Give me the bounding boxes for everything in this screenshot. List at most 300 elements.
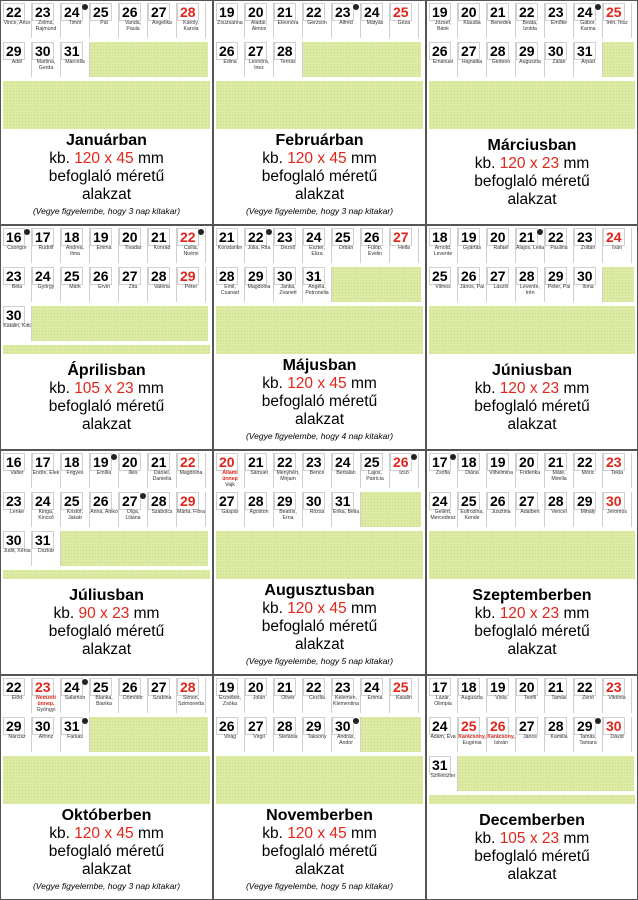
day-number: 21 bbox=[545, 453, 567, 471]
day-cell bbox=[390, 678, 419, 713]
name-day-label bbox=[61, 245, 89, 257]
day-number: 26 bbox=[429, 42, 451, 60]
cover-area bbox=[361, 717, 421, 752]
day-cell bbox=[177, 678, 206, 713]
day-number: 28 bbox=[545, 492, 567, 510]
day-cell bbox=[429, 492, 458, 527]
name-text: Diána bbox=[465, 470, 479, 476]
day-number: 19 bbox=[487, 453, 509, 471]
name-text: Eugénia bbox=[462, 740, 482, 746]
day-number: 29 bbox=[177, 267, 199, 285]
name-text: Hajnalka bbox=[461, 59, 483, 65]
name-day-label bbox=[274, 470, 302, 482]
name-day-label bbox=[487, 59, 515, 65]
name-text: Hella bbox=[398, 245, 410, 251]
name-text: Rudolf bbox=[38, 245, 54, 251]
month-panel bbox=[426, 675, 638, 900]
day-number: 22 bbox=[516, 3, 538, 21]
cover-area bbox=[458, 756, 634, 791]
day-cell bbox=[61, 228, 90, 263]
name-text: Adél bbox=[11, 59, 23, 65]
calendar-strip bbox=[3, 228, 208, 352]
day-number: 28 bbox=[516, 267, 538, 285]
day-cell bbox=[390, 453, 419, 488]
day-number: 23 bbox=[32, 678, 54, 696]
month-panel bbox=[213, 0, 426, 225]
name-day-label bbox=[516, 20, 544, 32]
name-day-label bbox=[390, 695, 418, 701]
name-text: Cecília bbox=[309, 695, 325, 701]
name-day-label bbox=[90, 284, 118, 290]
day-cell bbox=[177, 3, 206, 38]
day-number: 31 bbox=[32, 531, 54, 549]
name-text: Konstantin bbox=[217, 245, 243, 251]
day-number: 25 bbox=[61, 267, 83, 285]
name-text: Beáta, Izolda bbox=[522, 20, 538, 32]
day-number: 26 bbox=[216, 42, 238, 60]
description-line: befoglaló méretű bbox=[474, 398, 590, 415]
day-number: 17 bbox=[429, 453, 451, 471]
name-day-label bbox=[245, 245, 273, 251]
name-day-label bbox=[574, 284, 602, 290]
size-caption bbox=[427, 136, 637, 209]
day-cell bbox=[119, 3, 148, 38]
size-unit: mm bbox=[133, 825, 164, 842]
name-day-label bbox=[574, 59, 602, 65]
week-row bbox=[216, 492, 421, 527]
moon-phase-icon bbox=[24, 229, 30, 235]
description-line: alakzat bbox=[81, 861, 132, 878]
name-day-label bbox=[32, 245, 60, 251]
day-number: 30 bbox=[574, 267, 596, 285]
day-number: 19 bbox=[216, 678, 238, 696]
day-number: 29 bbox=[545, 267, 567, 285]
name-day-label bbox=[245, 470, 273, 476]
name-day-label bbox=[119, 284, 147, 290]
day-number: 30 bbox=[603, 717, 625, 735]
description-line: befoglaló méretű bbox=[474, 623, 590, 640]
name-day-label bbox=[61, 509, 89, 521]
day-cell bbox=[148, 492, 177, 527]
cover-area bbox=[429, 81, 635, 129]
holiday-label: Állami ünnep bbox=[222, 470, 238, 482]
name-text: József, Bánk bbox=[434, 20, 452, 32]
month-title: Áprilisban bbox=[67, 362, 146, 379]
month-title: Augusztusban bbox=[264, 582, 375, 599]
cover-area bbox=[3, 81, 210, 129]
size-prefix: kb. bbox=[474, 380, 500, 397]
name-text: Simon, Szimonetta bbox=[178, 695, 204, 707]
day-cell bbox=[458, 228, 487, 263]
day-number: 25 bbox=[603, 3, 625, 21]
name-day-label bbox=[332, 245, 360, 251]
name-day-label bbox=[119, 470, 147, 476]
day-cell bbox=[516, 42, 545, 77]
day-cell bbox=[274, 228, 303, 263]
day-number: 22 bbox=[3, 678, 25, 696]
day-cell bbox=[177, 492, 206, 527]
day-number: 29 bbox=[574, 717, 596, 735]
name-day-label bbox=[3, 470, 31, 476]
name-text: Gáspár bbox=[221, 509, 239, 515]
day-number: 27 bbox=[245, 42, 267, 60]
name-text: Judit, Xénia bbox=[3, 548, 31, 554]
name-day-label bbox=[148, 20, 176, 26]
name-day-label bbox=[545, 470, 573, 482]
day-number: 28 bbox=[487, 42, 509, 60]
day-cell bbox=[3, 306, 32, 341]
name-day-label bbox=[361, 245, 389, 257]
cover-area bbox=[3, 345, 210, 354]
name-text: Pál bbox=[100, 20, 108, 26]
day-number: 23 bbox=[3, 267, 25, 285]
name-text: Károly, Karola bbox=[183, 20, 199, 32]
day-number: 31 bbox=[332, 492, 354, 510]
day-cell bbox=[32, 267, 61, 302]
week-row bbox=[429, 756, 634, 791]
name-day-label bbox=[487, 284, 515, 290]
week-row bbox=[3, 267, 208, 302]
name-day-label bbox=[3, 59, 31, 65]
size-prefix: kb. bbox=[262, 150, 288, 167]
name-text: Fülöp, Evelin bbox=[367, 245, 383, 257]
size-caption bbox=[214, 131, 425, 217]
day-number: 18 bbox=[61, 228, 83, 246]
name-day-label bbox=[216, 284, 244, 296]
name-day-label bbox=[90, 509, 118, 515]
day-cell bbox=[3, 228, 32, 263]
cover-note: (Vegye figyelembe, hogy 5 nap kitakar) bbox=[245, 881, 394, 891]
size-value: 105 x 23 bbox=[74, 380, 134, 397]
day-cell bbox=[545, 228, 574, 263]
day-number: 25 bbox=[90, 678, 112, 696]
name-text: Valter bbox=[10, 470, 24, 476]
day-number: 29 bbox=[303, 717, 325, 735]
day-number: 30 bbox=[332, 717, 354, 735]
day-cell bbox=[361, 453, 390, 488]
day-number: 31 bbox=[429, 756, 451, 774]
moon-phase-icon bbox=[353, 4, 359, 10]
name-text: Blanka, Bianka bbox=[95, 695, 113, 707]
week-row bbox=[216, 42, 421, 77]
day-number: 29 bbox=[3, 42, 25, 60]
day-cell bbox=[274, 3, 303, 38]
name-day-label bbox=[3, 734, 31, 740]
day-number: 22 bbox=[177, 453, 199, 471]
day-cell bbox=[32, 3, 61, 38]
name-text: Arnold, Levente bbox=[433, 245, 453, 257]
cover-area bbox=[32, 306, 208, 341]
day-number: 21 bbox=[545, 678, 567, 696]
size-unit: mm bbox=[559, 155, 590, 172]
day-number: 20 bbox=[119, 453, 141, 471]
day-number: 27 bbox=[119, 267, 141, 285]
name-text: Olivér bbox=[281, 695, 295, 701]
day-cell bbox=[458, 3, 487, 38]
day-cell bbox=[3, 42, 32, 77]
day-cell bbox=[429, 228, 458, 263]
day-number: 21 bbox=[148, 453, 170, 471]
name-text: Szabolcs bbox=[151, 509, 173, 515]
name-text: Emőke bbox=[550, 20, 568, 26]
calendar-strip bbox=[3, 453, 208, 577]
name-text: Vilmos bbox=[435, 284, 451, 290]
size-line bbox=[427, 155, 637, 173]
day-number: 26 bbox=[458, 267, 480, 285]
description-line: befoglaló méretű bbox=[474, 848, 590, 865]
name-text: Gellért, Mercedesz bbox=[430, 509, 456, 521]
week-row bbox=[3, 228, 208, 263]
day-cell bbox=[32, 717, 61, 752]
name-text: Kamilla bbox=[550, 734, 568, 740]
cover-area bbox=[603, 42, 634, 77]
size-value: 120 x 45 bbox=[287, 150, 347, 167]
day-cell bbox=[177, 228, 206, 263]
name-day-label bbox=[274, 695, 302, 701]
day-cell bbox=[61, 678, 90, 713]
day-cell bbox=[303, 717, 332, 752]
name-text: Gyárfás bbox=[462, 245, 482, 251]
cover-note: (Vegye figyelembe, hogy 3 nap kitakar) bbox=[32, 206, 181, 216]
name-day-label bbox=[458, 734, 486, 746]
size-unit: mm bbox=[346, 150, 377, 167]
name-day-label bbox=[3, 509, 31, 515]
size-caption bbox=[214, 356, 425, 442]
day-number: 31 bbox=[61, 42, 83, 60]
week-row bbox=[429, 3, 634, 38]
day-number: 24 bbox=[61, 3, 83, 21]
name-day-label bbox=[61, 695, 89, 701]
cover-area bbox=[3, 570, 210, 579]
name-text: Katalin, Kitti bbox=[3, 323, 31, 329]
day-cell bbox=[487, 42, 516, 77]
name-text: Menyhért, Mirjam bbox=[276, 470, 300, 482]
cover-area bbox=[3, 756, 210, 804]
month-panel bbox=[213, 450, 426, 675]
day-number: 24 bbox=[32, 267, 54, 285]
size-value: 120 x 23 bbox=[499, 380, 560, 397]
name-text: Klaudia bbox=[463, 20, 481, 26]
day-cell bbox=[32, 531, 61, 566]
size-caption bbox=[214, 806, 425, 892]
name-text: Erzsébet, Zsóka bbox=[219, 695, 241, 707]
name-text: Leonóra, Inez bbox=[248, 59, 270, 71]
day-cell bbox=[574, 3, 603, 38]
day-number: 26 bbox=[487, 717, 509, 735]
name-text: Lenke bbox=[9, 509, 25, 515]
day-cell bbox=[458, 492, 487, 527]
day-cell bbox=[303, 678, 332, 713]
name-text: Ervin bbox=[98, 284, 110, 290]
size-value: 120 x 45 bbox=[287, 600, 347, 617]
name-text: Viola bbox=[495, 695, 507, 701]
day-cell bbox=[3, 453, 32, 488]
name-day-label bbox=[516, 695, 544, 701]
name-day-label bbox=[429, 59, 457, 65]
day-cell bbox=[545, 678, 574, 713]
name-day-label bbox=[603, 470, 631, 476]
size-prefix: kb. bbox=[262, 825, 288, 842]
name-text: Mátyás bbox=[366, 20, 384, 26]
month-panel bbox=[213, 675, 426, 900]
day-cell bbox=[216, 678, 245, 713]
name-text: Valéria bbox=[154, 284, 170, 290]
name-day-label bbox=[545, 284, 573, 290]
size-unit: mm bbox=[133, 150, 164, 167]
day-cell bbox=[303, 492, 332, 527]
size-unit: mm bbox=[133, 380, 164, 397]
name-text: Orbán bbox=[338, 245, 354, 251]
name-day-label bbox=[516, 734, 544, 740]
day-cell bbox=[516, 678, 545, 713]
day-cell bbox=[574, 492, 603, 527]
day-cell bbox=[487, 267, 516, 302]
day-number: 22 bbox=[303, 3, 325, 21]
name-text: Csongor bbox=[7, 245, 27, 251]
day-cell bbox=[429, 453, 458, 488]
day-number: 21 bbox=[148, 228, 170, 246]
week-row bbox=[3, 717, 208, 752]
name-text: Tamás bbox=[551, 695, 567, 701]
name-text: Erika, Bella bbox=[332, 509, 360, 515]
description-line: alakzat bbox=[507, 641, 557, 658]
day-cell bbox=[148, 678, 177, 713]
size-prefix: kb. bbox=[474, 155, 500, 172]
day-number: 24 bbox=[361, 678, 383, 696]
name-day-label bbox=[303, 245, 331, 257]
day-number: 30 bbox=[303, 492, 325, 510]
size-line bbox=[214, 150, 425, 168]
name-text: Irén, Írisz bbox=[606, 20, 628, 26]
day-cell bbox=[487, 678, 516, 713]
name-day-label bbox=[216, 20, 244, 26]
name-day-label bbox=[429, 470, 457, 476]
size-value: 120 x 45 bbox=[74, 150, 134, 167]
name-text: Katalin bbox=[396, 695, 412, 701]
name-text: Tamás, Tamara bbox=[579, 734, 597, 746]
size-value: 120 x 23 bbox=[499, 155, 560, 172]
name-text: Jeromos bbox=[607, 509, 627, 515]
name-text: Martina, Gerda bbox=[36, 59, 56, 71]
day-number: 18 bbox=[429, 228, 451, 246]
name-text: Illés bbox=[128, 470, 138, 476]
holiday-label: Nemzeti ünnep, bbox=[36, 695, 56, 707]
name-day-label bbox=[216, 470, 244, 488]
day-cell bbox=[429, 3, 458, 38]
day-cell bbox=[361, 678, 390, 713]
name-text: János, Pál bbox=[459, 284, 485, 290]
cover-area bbox=[429, 531, 635, 579]
day-cell bbox=[3, 267, 32, 302]
day-cell bbox=[32, 492, 61, 527]
day-number: 24 bbox=[361, 3, 383, 21]
day-cell bbox=[603, 228, 632, 263]
day-cell bbox=[603, 492, 632, 527]
name-day-label bbox=[574, 20, 602, 32]
name-day-label bbox=[429, 245, 457, 257]
name-text: Virág bbox=[223, 734, 237, 740]
name-text: Timót bbox=[68, 20, 82, 26]
name-day-label bbox=[303, 284, 331, 296]
name-text: Szilveszter bbox=[430, 773, 456, 779]
name-day-label bbox=[3, 548, 31, 554]
month-title: Novemberben bbox=[266, 807, 373, 824]
moon-phase-icon bbox=[198, 229, 204, 235]
moon-phase-icon bbox=[353, 718, 359, 724]
day-cell bbox=[61, 3, 90, 38]
name-text: Frigyes bbox=[66, 470, 84, 476]
name-text: Lajos, Patrícia bbox=[366, 470, 384, 482]
day-cell bbox=[90, 267, 119, 302]
description-line: befoglaló méretű bbox=[48, 843, 165, 860]
name-day-label bbox=[32, 470, 60, 476]
size-caption bbox=[427, 361, 637, 434]
name-text: Mihály bbox=[580, 509, 596, 515]
day-cell bbox=[245, 267, 274, 302]
moon-phase-icon bbox=[82, 4, 88, 10]
size-line bbox=[1, 150, 212, 168]
day-cell bbox=[545, 453, 574, 488]
day-number: 19 bbox=[90, 453, 112, 471]
day-cell bbox=[487, 453, 516, 488]
name-day-label bbox=[458, 509, 486, 521]
moon-phase-icon bbox=[266, 229, 272, 235]
day-cell bbox=[32, 453, 61, 488]
name-day-label bbox=[603, 20, 631, 26]
name-day-label bbox=[90, 695, 118, 707]
size-line bbox=[1, 605, 212, 623]
day-cell bbox=[332, 453, 361, 488]
day-number: 30 bbox=[274, 267, 296, 285]
name-text: Lázár, Olimpia bbox=[434, 695, 452, 707]
day-cell bbox=[274, 492, 303, 527]
day-cell bbox=[216, 453, 245, 488]
name-text: Sámuel bbox=[250, 470, 268, 476]
name-text: Gedeon bbox=[491, 59, 511, 65]
name-day-label bbox=[245, 509, 273, 515]
name-day-label bbox=[390, 20, 418, 26]
day-cell bbox=[245, 228, 274, 263]
size-line bbox=[1, 825, 212, 843]
name-text: Virgil bbox=[253, 734, 265, 740]
name-day-label bbox=[119, 245, 147, 251]
cover-area bbox=[90, 42, 208, 77]
day-cell bbox=[216, 717, 245, 752]
day-number: 22 bbox=[274, 453, 296, 471]
month-panel bbox=[213, 225, 426, 450]
day-number: 27 bbox=[119, 492, 141, 510]
month-title: Decemberben bbox=[479, 812, 585, 829]
name-day-label bbox=[245, 734, 273, 740]
name-day-label bbox=[245, 284, 273, 290]
size-unit: mm bbox=[559, 830, 590, 847]
name-text: Adalbert bbox=[520, 509, 540, 515]
week-row bbox=[3, 3, 208, 38]
name-text: György bbox=[37, 284, 55, 290]
day-number: 27 bbox=[216, 492, 238, 510]
name-day-label bbox=[603, 734, 631, 740]
day-cell bbox=[32, 678, 61, 713]
day-cell bbox=[90, 492, 119, 527]
week-row bbox=[429, 492, 634, 527]
name-day-label bbox=[216, 734, 244, 740]
size-caption bbox=[214, 581, 425, 667]
description-line: alakzat bbox=[294, 861, 345, 878]
name-day-label bbox=[61, 59, 89, 65]
name-day-label bbox=[545, 734, 573, 740]
name-day-label bbox=[245, 20, 273, 32]
month-panel bbox=[0, 225, 213, 450]
